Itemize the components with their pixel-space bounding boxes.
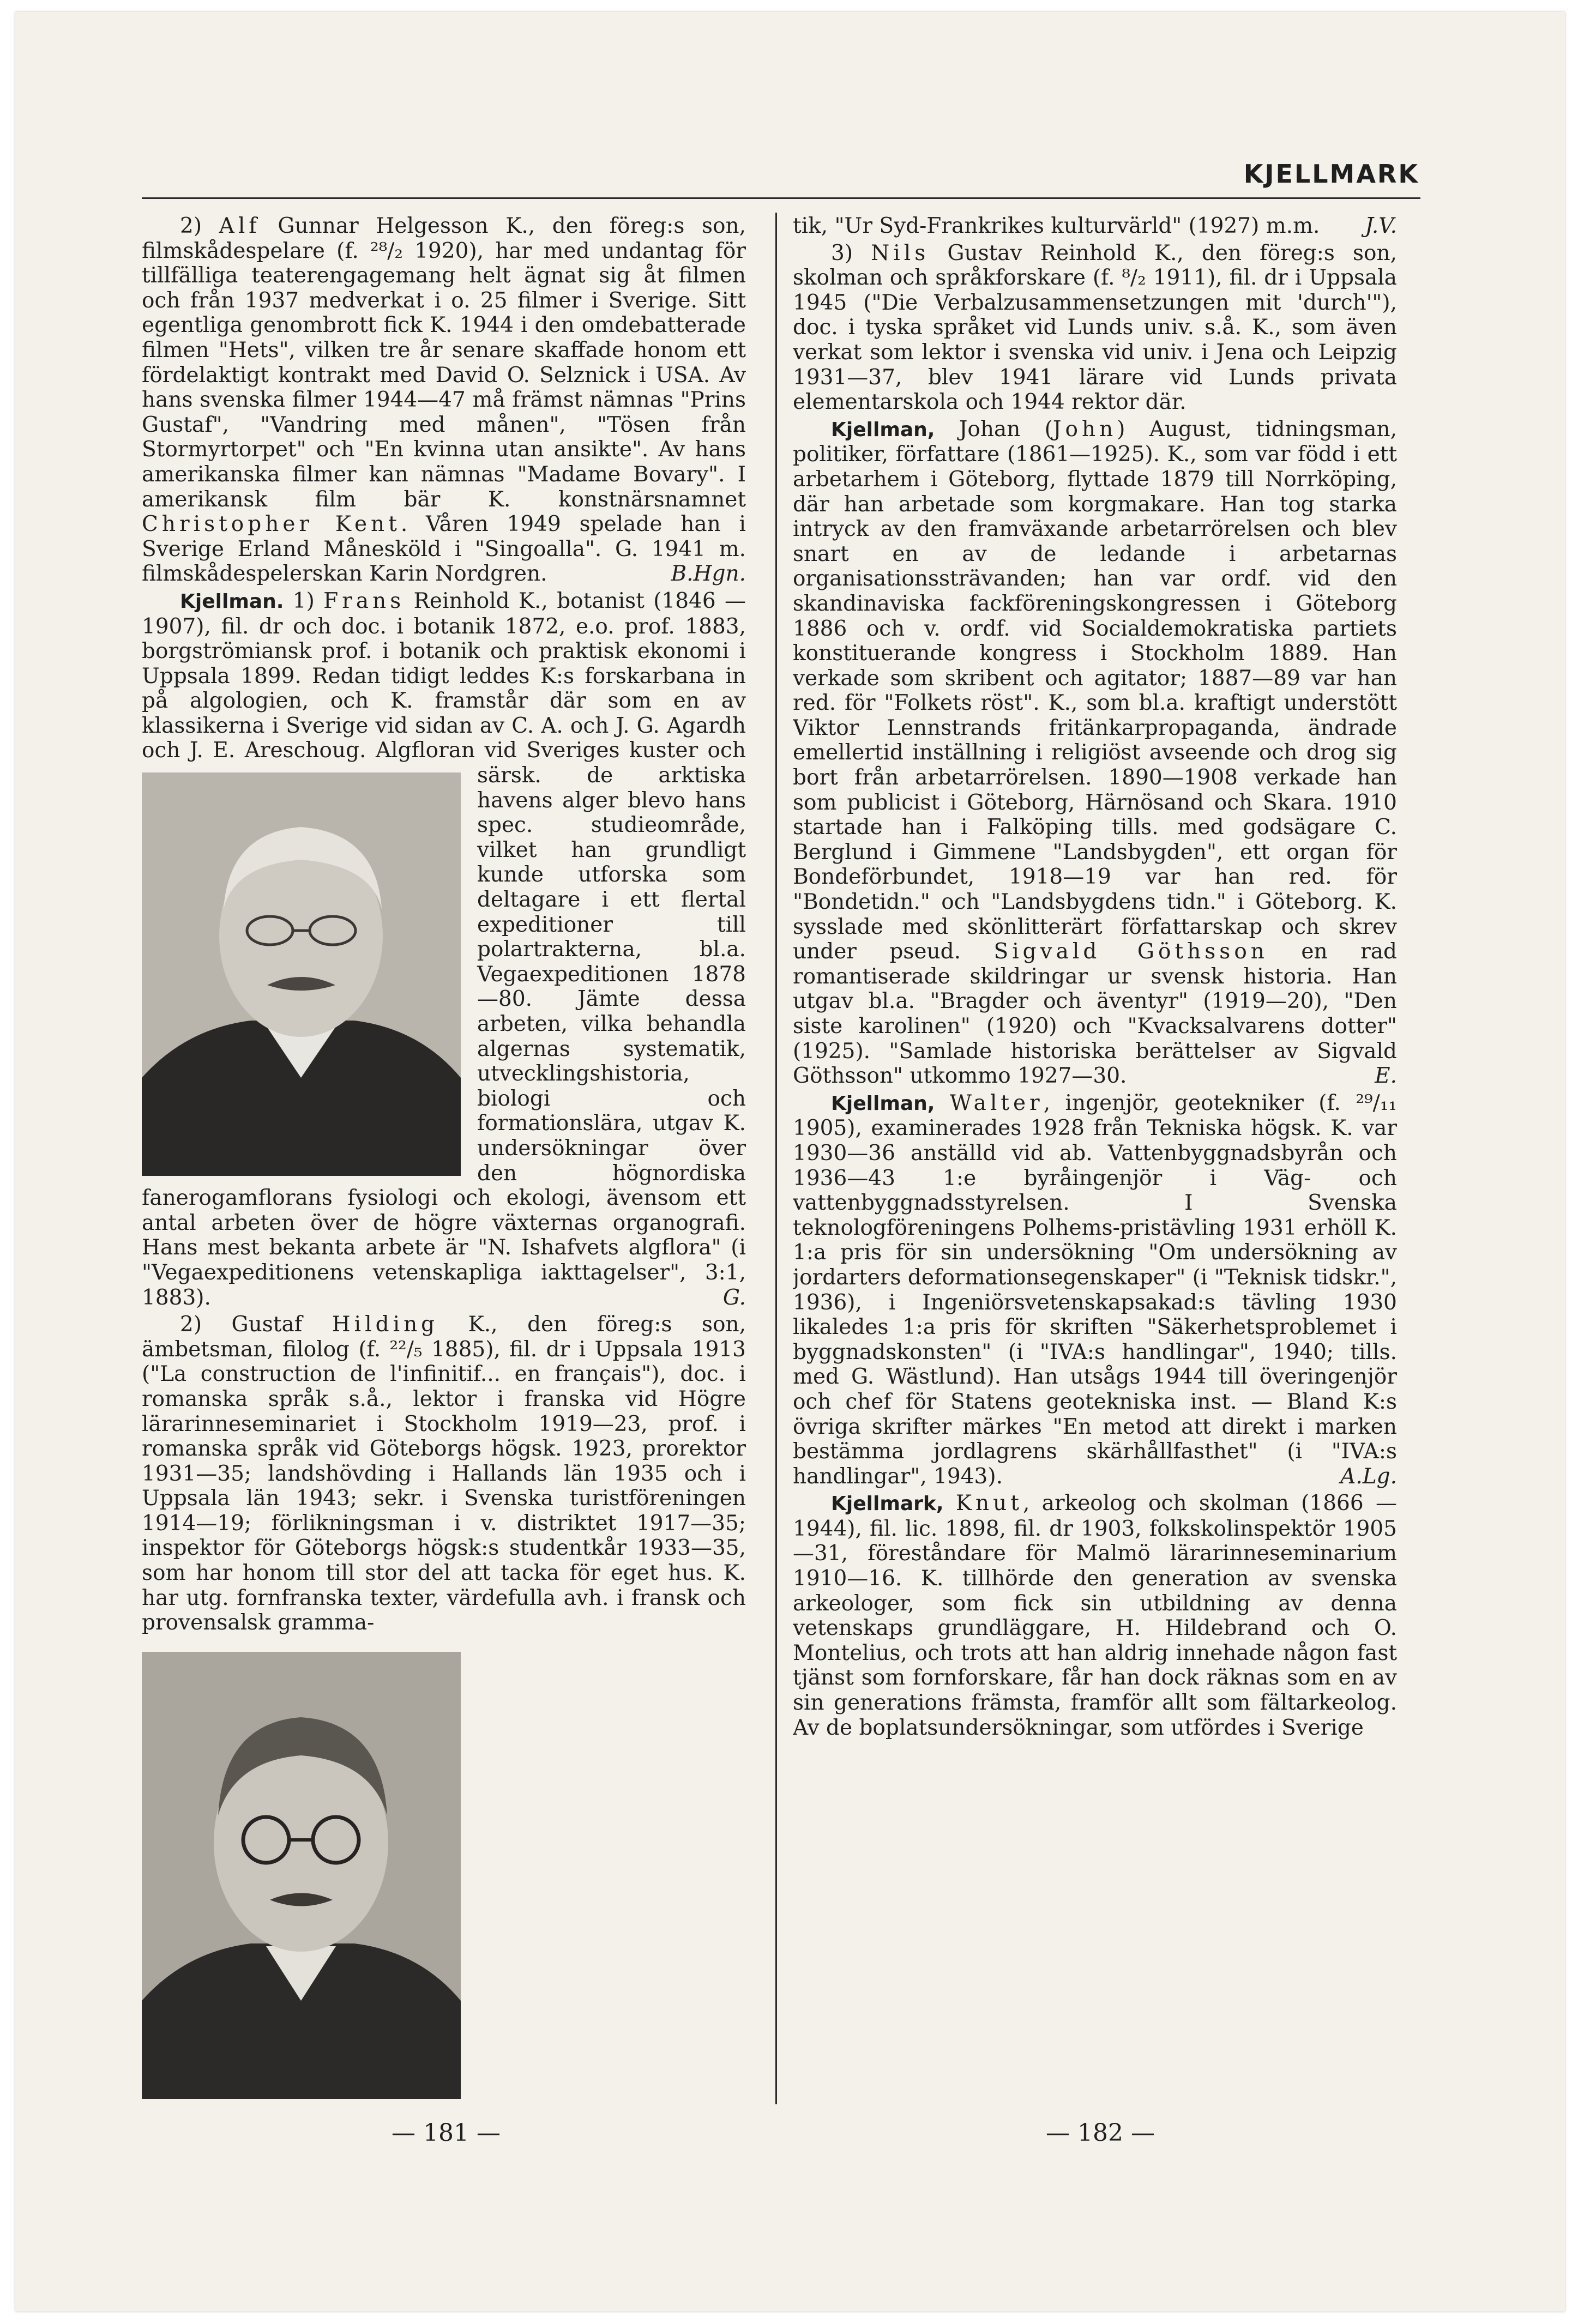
author-signature: J.V. (1365, 214, 1397, 238)
running-head: KJELLMARK (1243, 159, 1419, 189)
entry-walter-kjellman: Kjellman, Walter, ingenjör, geotekniker (f. ²⁹/₁₁ 1905), examinerades 1928 från Tekniska högsk. K. var 1930—36 anställd vid ab. Vattenbyggnadsbyrån och 1936—43 1:e byråingenjör i Väg- och vattenbyggnadsstyrelsen. I Svenska teknologföreningens Polhems-pristävling 1931 erhöll K. 1:a pris för sin undersökning "Om undersökning av jordarters deformationsegenskaper" (i "Teknisk tidskr.", 1936), i Ingeniörsvetenskapsakad:s tävling 1930 likaledes 1:a pris för skriften "Säkerhetsproblemet i byggnadskonsten" (i "IVA:s handlingar", 1940; tills. med G. Wästlund). Han utsågs 1944 till överingenjör och chef för Statens geotekniska inst. — Bland K:s övriga skrifter märkes "En metod att direkt i marken bestämma jordlagrens skärhållfasthet" (i "IVA:s handlingar", 1943). A.Lg. (793, 1090, 1397, 1489)
stage-name: Christopher Kent (142, 512, 401, 537)
page-number-left: — 181 — (392, 2119, 501, 2147)
given-name: Nils (871, 240, 930, 265)
headword: Kjellman, (831, 418, 935, 441)
given-name: John (1052, 416, 1117, 442)
author-signature: E. (1375, 1064, 1397, 1089)
pseudonym: Sigvald Göthsson (993, 939, 1268, 964)
entry-hilding-kjellman-continued: tik, "Ur Syd-Frankrikes kulturvärld" (1927) m.m. J.V. (793, 214, 1397, 238)
header-rule (142, 197, 1420, 199)
portrait-photo-frans-kjellman (142, 772, 461, 1176)
given-name: Frans (323, 588, 405, 613)
entry-knut-kjellmark: Kjellmark, Knut, arkeolog och skolman (1866 —1944), fil. lic. 1898, fil. dr 1903, folkskolinspektör 1905—31, föreståndare för Malmö lärarinneseminarium 1910—16. K. tillhörde den generation av svenska arkeologer, som fick sin utbildning av denna vetenskaps grundläggare, H. Hildebrand och O. Montelius, och trots att han aldrig innehade någon fast tjänst som fornforskare, får han dock räknas som en av sin generations främsta, framför allt som fältarkeolog. Av de boplatsundersökningar, som utfördes i Sverige (793, 1491, 1397, 1740)
author-signature: G. (722, 1285, 746, 1310)
page-number-right: — 182 — (1046, 2119, 1155, 2147)
portrait-illustration (142, 772, 461, 1176)
entry-nils-kjellman: 3) Nils Gustav Reinhold K., den föreg:s son, skolman och språkforskare (f. ⁸/₂ 1911), fil. dr i Uppsala 1945 ("Die Verbalzusammensetzungen mit 'durch'"), doc. i tyska språket vid Lunds univ. s.å. K., som även verkat som lektor i svenska vid univ. i Jena och Leipzig 1931—37, blev 1941 lärare vid Lunds privata elementarskola och 1944 rektor där. (793, 240, 1397, 415)
right-column (793, 214, 1397, 2104)
entry-hilding-kjellman: 2) Gustaf Hilding K., den föreg:s son, ämbetsman, filolog (f. ²²/₅ 1885), fil. dr i Uppsala 1913 ("La construction de l'infinitif... en français"), doc. i romanska språk s.å., lektor i franska vid Högre lärarinneseminariet i Stockholm 1919—23, prof. i romanska språk vid Göteborgs högsk. 1923, prorektor 1931—35; landshövding i Hallands län 1935 och i Uppsala län 1943; sekr. i Svenska turistföreningen 1914—19; förlikningsman i v. distriktet 1917—35; inspektor för Göteborgs högsk:s studentkår 1933—35, som har honom till stor del att tacka för eget hus. K. har utg. fornfranska texter, värdefulla avh. i fransk och provensalsk gramma- (142, 1312, 746, 1635)
given-name: Walter (949, 1090, 1044, 1115)
portrait-photo-hilding-kjellman (142, 1652, 461, 2099)
given-name: Knut (955, 1491, 1023, 1516)
author-signature: B.Hgn. (671, 562, 746, 587)
headword: Kjellmark, (831, 1493, 944, 1516)
headword: Kjellman. (180, 590, 284, 613)
entry-frans-kjellman: Kjellman. 1) Frans Reinhold K., botanist (1846 —1907), fil. dr och doc. i botanik 1872, e.o. prof. 1883, borgströmiansk prof. i botanik och praktisk ekonomi i Uppsala 1899. Redan tidigt leddes K:s forskarbana in på algologien, och K. framstår där som en av klassikerna i Sverige vid sidan av C. A. och J. G. Agardh och J. E. Areschoug. Algfloran vid Sveriges kuster och särsk. de arktiska havens alger blevo hans spec. studieområde, vilket han grundligt kunde utforska som deltagare i ett flertal expeditioner till polartrakterna, bl.a. Vegaexpeditionen 1878—80. Jämte dessa arbeten, vilka behandla algernas systematik, utvecklingshistoria, biologi och formationslära, utgav K. undersökningar över den högnordiska fanerogamflorans fysiologi och ekologi, ävensom ett antal arbeten över de högre växternas organografi. Hans mest bekanta arbete är "N. Ishafvets algflora" (i "Vegaexpeditionens vetenskapliga iakttagelser", 3:1, 1883). G. (142, 588, 746, 1310)
portrait-illustration (142, 1652, 461, 2099)
entry-john-kjellman: Kjellman, Johan (John) August, tidningsman, politiker, författare (1861—1925). K., som var född i ett arbetarhem i Göteborg, flyttade 1879 till Norrköping, där han arbetade som korgmakare. Han tog starka intryck av den framväxande arbetarrörelsen och blev snart en av de ledande i arbetarnas organisationssträvanden; han var ordf. vid den skandinaviska fackföreningskongressen i Göteborg 1886 och v. ordf. vid Socialdemokratiska partiets konstituerande kongress i Stockholm 1889. Han verkade som skribent och agitator; 1887—89 var han red. för "Folkets röst". K., som bl.a. kraftigt understött Viktor Lennstrands fritänkarpropaganda, ändrade emellertid inställning i religiöst avseende och drog sig bort från arbetarrörelsen. 1890—1908 verkade han som publicist i Göteborg, Härnösand och Skara. 1910 startade han i Falköping tills. med godsägare C. Berglund i Gimmene "Landsbygden", ett organ för Bondeförbundet, 1918—19 var han red. för "Bondetidn." och "Landsbygdens tidn." i Göteborg. K. sysslade med skönlitterärt författarskap och skrev under pseud. Sigvald Göthsson en rad romantiserade skildringar ur svensk historia. Han utgav bl.a. "Bragder och äventyr" (1919—20), "Den siste karolinen" (1920) och "Kvacksalvarens dotter" (1925). "Samlade historiska berättelser av Sigvald Göthsson" utkommo 1927—30. E. (793, 416, 1397, 1089)
entry-alf-kjellin: 2) Alf Gunnar Helgesson K., den föreg:s son, filmskådespelare (f. ²⁸/₂ 1920), har med undantag för tillfälliga teaterengagemang helt ägnat sig åt filmen och från 1937 medverkat i o. 25 filmer i Sverige. Sitt egentliga genombrott fick K. 1944 i den omdebatterade filmen "Hets", vilken tre år senare skaffade honom ett fördelaktigt kontrakt med David O. Selznick i USA. Av hans svenska filmer 1944—47 må främst nämnas "Prins Gustaf", "Vandring med månen", "Tösen från Stormyrtorpet" och "En kvinna utan ansikte". Av hans amerikanska filmer kan nämnas "Madame Bovary". I amerikansk film bär K. konstnärsnamnet Christopher Kent. Våren 1949 spelade han i Sverige Erland Månesköld i "Singoalla". G. 1941 m. filmskådespelerskan Karin Nordgren. B.Hgn. (142, 214, 746, 587)
author-signature: A.Lg. (1340, 1464, 1397, 1489)
column-divider (775, 213, 777, 2104)
book-page (15, 12, 1565, 2311)
given-name: Alf (219, 214, 261, 238)
headword: Kjellman, (831, 1092, 935, 1115)
given-name: Hilding (332, 1312, 439, 1337)
